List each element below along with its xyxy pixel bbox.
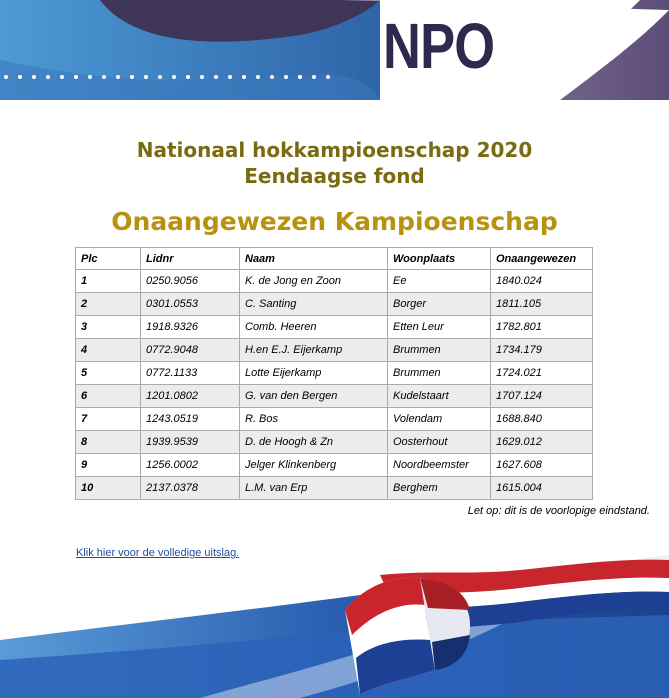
cell-plc: 6 xyxy=(76,385,141,408)
table-row xyxy=(76,477,593,500)
cell-lidnr: 1243.0519 xyxy=(141,408,240,431)
col-onaangewezen: Onaangewezen xyxy=(491,248,593,270)
cell-lidnr: 0772.9048 xyxy=(141,339,240,362)
cell-onaangewezen: 1811.105 xyxy=(491,293,593,316)
cell-woonplaats: Volendam xyxy=(388,408,491,431)
cell-onaangewezen: 1724.021 xyxy=(491,362,593,385)
cell-plc: 3 xyxy=(76,316,141,339)
results-table xyxy=(75,247,593,500)
cell-naam: K. de Jong en Zoon xyxy=(240,270,388,293)
cell-lidnr: 1918.9326 xyxy=(141,316,240,339)
cell-woonplaats: Oosterhout xyxy=(388,431,491,454)
table-row xyxy=(76,385,593,408)
cell-naam: H.en E.J. Eijerkamp xyxy=(240,339,388,362)
table-row xyxy=(76,431,593,454)
table-row xyxy=(76,293,593,316)
cell-naam: Comb. Heeren xyxy=(240,316,388,339)
col-naam: Naam xyxy=(240,248,388,270)
cell-onaangewezen: 1782.801 xyxy=(491,316,593,339)
col-lidnr: Lidnr xyxy=(141,248,240,270)
table-header-row xyxy=(76,248,593,270)
title-line-2: Eendaagse fond xyxy=(244,164,425,188)
title-block xyxy=(0,137,669,189)
header-banner xyxy=(0,0,669,100)
cell-naam: Jelger Klinkenberg xyxy=(240,454,388,477)
cell-woonplaats: Brummen xyxy=(388,362,491,385)
cell-naam: Lotte Eijerkamp xyxy=(240,362,388,385)
cell-woonplaats: Ee xyxy=(388,270,491,293)
cell-woonplaats: Brummen xyxy=(388,339,491,362)
cell-plc: 9 xyxy=(76,454,141,477)
table-row xyxy=(76,339,593,362)
cell-lidnr: 0772.1133 xyxy=(141,362,240,385)
cell-woonplaats: Noordbeemster xyxy=(388,454,491,477)
disclaimer-note: Let op: dit is de voorlopige eindstand. xyxy=(467,505,650,517)
npo-logo: NPO xyxy=(383,10,495,82)
cell-lidnr: 1939.9539 xyxy=(141,431,240,454)
cell-naam: R. Bos xyxy=(240,408,388,431)
col-woonplaats: Woonplaats xyxy=(388,248,491,270)
cell-onaangewezen: 1688.840 xyxy=(491,408,593,431)
cell-onaangewezen: 1707.124 xyxy=(491,385,593,408)
full-results-link[interactable]: Klik hier voor de volledige uitslag. xyxy=(76,547,240,559)
cell-lidnr: 0250.9056 xyxy=(141,270,240,293)
title-line-1: Nationaal hokkampioenschap 2020 xyxy=(136,138,533,162)
cell-lidnr: 2137.0378 xyxy=(141,477,240,500)
table-row xyxy=(76,454,593,477)
subtitle: Onaangewezen Kampioenschap xyxy=(111,207,558,236)
cell-plc: 5 xyxy=(76,362,141,385)
cell-onaangewezen: 1629.012 xyxy=(491,431,593,454)
cell-naam: D. de Hoogh & Zn xyxy=(240,431,388,454)
cell-woonplaats: Borger xyxy=(388,293,491,316)
cell-plc: 4 xyxy=(76,339,141,362)
cell-plc: 1 xyxy=(76,270,141,293)
table-row xyxy=(76,362,593,385)
cell-onaangewezen: 1734.179 xyxy=(491,339,593,362)
cell-lidnr: 1201.0802 xyxy=(141,385,240,408)
cell-onaangewezen: 1627.608 xyxy=(491,454,593,477)
cell-plc: 2 xyxy=(76,293,141,316)
cell-plc: 8 xyxy=(76,431,141,454)
table-body xyxy=(76,270,593,500)
header-graphic xyxy=(0,0,669,100)
cell-woonplaats: Berghem xyxy=(388,477,491,500)
cell-lidnr: 1256.0002 xyxy=(141,454,240,477)
cell-lidnr: 0301.0553 xyxy=(141,293,240,316)
cell-naam: C. Santing xyxy=(240,293,388,316)
cell-naam: G. van den Bergen xyxy=(240,385,388,408)
cell-plc: 7 xyxy=(76,408,141,431)
cell-woonplaats: Etten Leur xyxy=(388,316,491,339)
cell-woonplaats: Kudelstaart xyxy=(388,385,491,408)
table-row xyxy=(76,270,593,293)
cell-onaangewezen: 1615.004 xyxy=(491,477,593,500)
cell-naam: L.M. van Erp xyxy=(240,477,388,500)
table-row xyxy=(76,408,593,431)
cell-onaangewezen: 1840.024 xyxy=(491,270,593,293)
table-row xyxy=(76,316,593,339)
cell-plc: 10 xyxy=(76,477,141,500)
col-plc: Plc xyxy=(76,248,141,270)
